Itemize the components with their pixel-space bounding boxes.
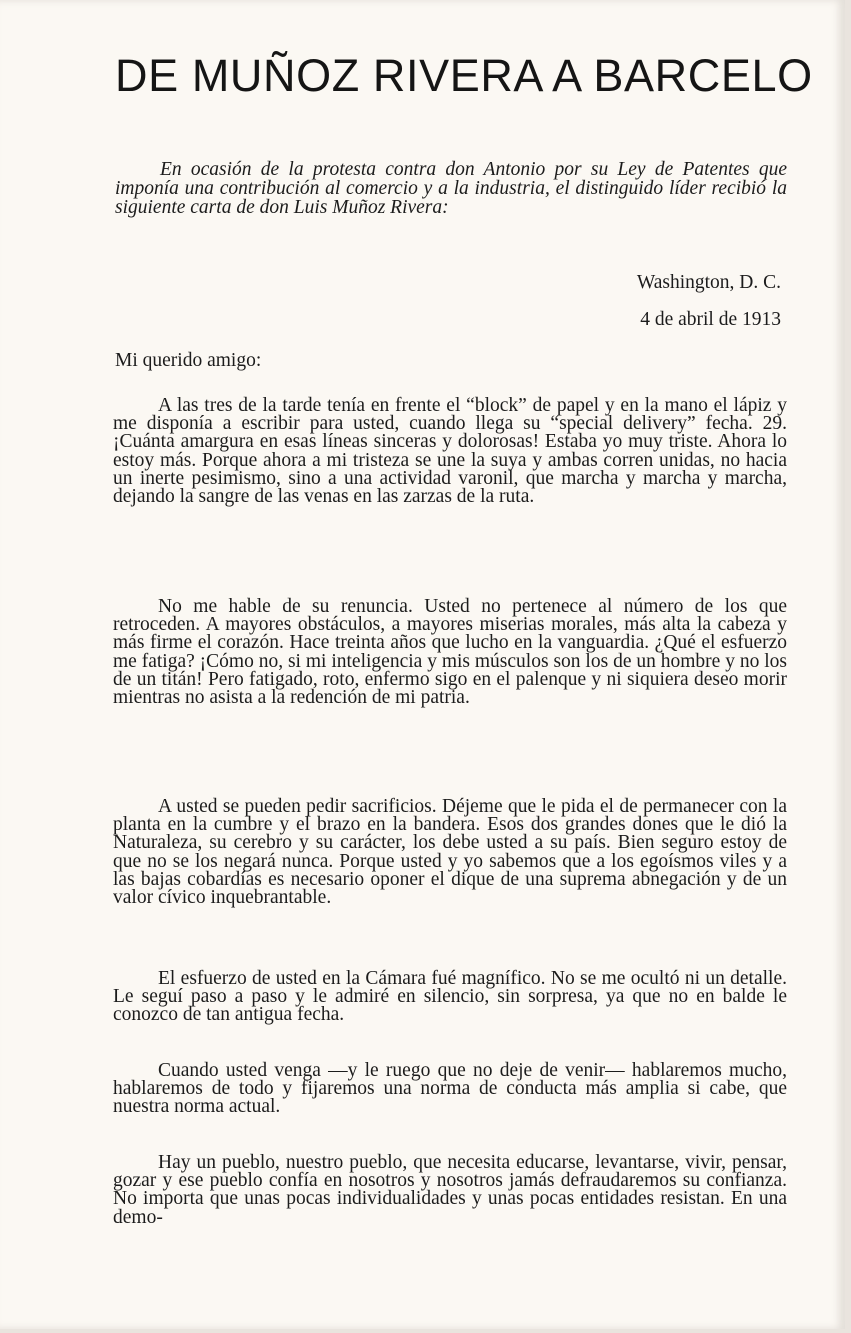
letter-paragraph: El esfuerzo de usted en la Cámara fué magnífico. No se me ocultó ni un detalle. Le seguí paso a paso y le admiré en silencio, sin sorpresa, ya que no en balde le conozco de tan antigua fecha.	[113, 968, 787, 1026]
dateline-place: Washington, D. C.	[636, 272, 781, 293]
letter-paragraph: A usted se pueden pedir sacrificios. Déjeme que le pida el de permanecer con la planta en la cumbre y el brazo en la bandera. Esos dos grandes dones que le dió la Naturaleza, su cerebro y su carácter, los debe usted a su país. Bien seguro estoy de que no se los negará nunca. Porque usted y yo sabemos que a los egoísmos viles y a las bajas cobardías es necesario oponer el dique de una suprema abnegación y de un valor cívico inquebrantable.	[113, 796, 787, 909]
letter-paragraph: Cuando usted venga —y le ruego que no deje de venir— hablaremos mucho, hablaremos de todo y fijaremos una norma de conducta más amplia si cabe, que nuestra norma actual.	[113, 1060, 787, 1118]
letter-paragraph: A las tres de la tarde tenía en frente el “block” de papel y en la mano el lápiz y me disponía a escribir para usted, cuando llega su “special delivery” fecha. 29. ¡Cuánta amargura en esas líneas sinceras y dolorosas! Estaba yo muy triste. Ahora lo estoy más. Porque ahora a mi tristeza se une la suya y ambas corren unidas, no hacia un inerte pesimismo, sino a una actividad varonil, que marcha y marcha y marcha, dejando la sangre de las venas en las zarzas de la ruta.	[113, 395, 787, 508]
dateline-date: 4 de abril de 1913	[640, 309, 781, 330]
letter-paragraph: No me hable de su renuncia. Usted no pertenece al número de los que retroceden. A mayores obstáculos, a mayores miserias morales, más alta la cabeza y más firme el corazón. Hace treinta años que lucho en la vanguardia. ¿Qué el esfuerzo me fatiga? ¡Cómo no, si mi inteligencia y mis músculos son los de un hombre y no los de un titán! Pero fatigado, roto, enfermo sigo en el palenque y ni siquiera deseo morir mientras no asista a la redención de mi patria.	[113, 596, 787, 709]
page-title: DE MUÑOZ RIVERA A BARCELO	[115, 50, 813, 101]
letter-paragraph: Hay un pueblo, nuestro pueblo, que necesita educarse, levantarse, vivir, pensar, gozar y ese pueblo confía en nosotros y nosotros jamás defraudaremos su confianza. No importa que unas pocas individualidades y unas pocas entidades resistan. En una demo-	[113, 1152, 787, 1228]
intro-paragraph: En ocasión de la protesta contra don Antonio por su Ley de Patentes que imponía una contribución al comercio y a la industria, el distinguido líder recibió la siguiente carta de don Luis Muñoz Rivera:	[115, 159, 787, 218]
salutation: Mi querido amigo:	[115, 350, 262, 371]
